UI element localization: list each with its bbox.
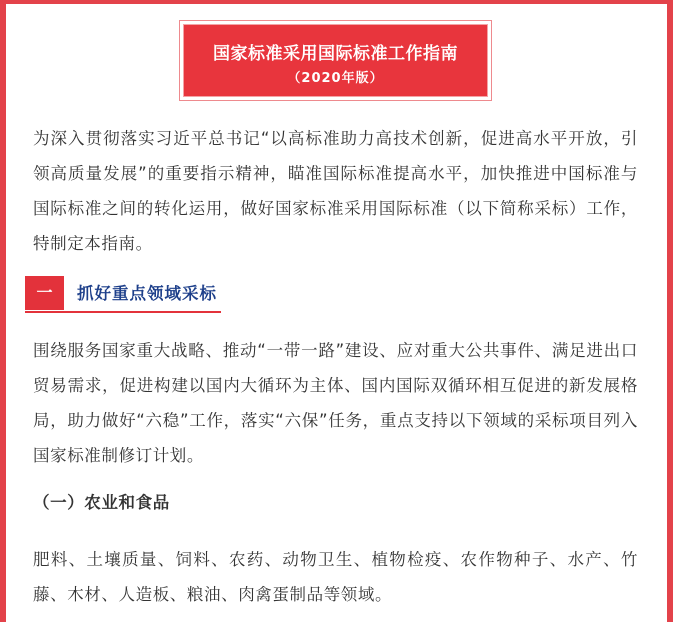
section-body-paragraph: 围绕服务国家重大战略、推动“一带一路”建设、应对重大公共事件、满足进出口贸易需求，促进构建以国内大循环为主体、国内国际双循环相互促进的新发展格局，助力做好“六稳”工作，落实“六保”任务，重点支持以下领域的采标项目列入国家标准制修订计划。 <box>33 341 638 465</box>
subsection-heading: （一）农业和食品 <box>33 493 170 512</box>
edition-label: （2020年版） <box>287 71 384 86</box>
title-banner <box>183 24 488 97</box>
section-number-badge: 一 <box>25 276 64 310</box>
section-heading <box>25 276 221 314</box>
section-underline-divider <box>25 311 221 313</box>
intro-paragraph: 为深入贯彻落实习近平总书记“以高标准助力高技术创新，促进高水平开放，引领高质量发展”的重要指示精神，瞄准国际标准提高水平，加快推进中国标准与国际标准之间的转化运用，做好国家标准采用国际标准（以下简称采标）工作，特制定本指南。 <box>33 129 638 253</box>
section-title: 抓好重点领域采标 <box>77 284 217 303</box>
subsection-body-paragraph: 肥料、土壤质量、饲料、农药、动物卫生、植物检疫、农作物种子、水产、竹藤、木材、人造板、粮油、肉禽蛋制品等领域。 <box>33 550 638 604</box>
document-title: 国家标准采用国际标准工作指南 <box>213 44 458 64</box>
